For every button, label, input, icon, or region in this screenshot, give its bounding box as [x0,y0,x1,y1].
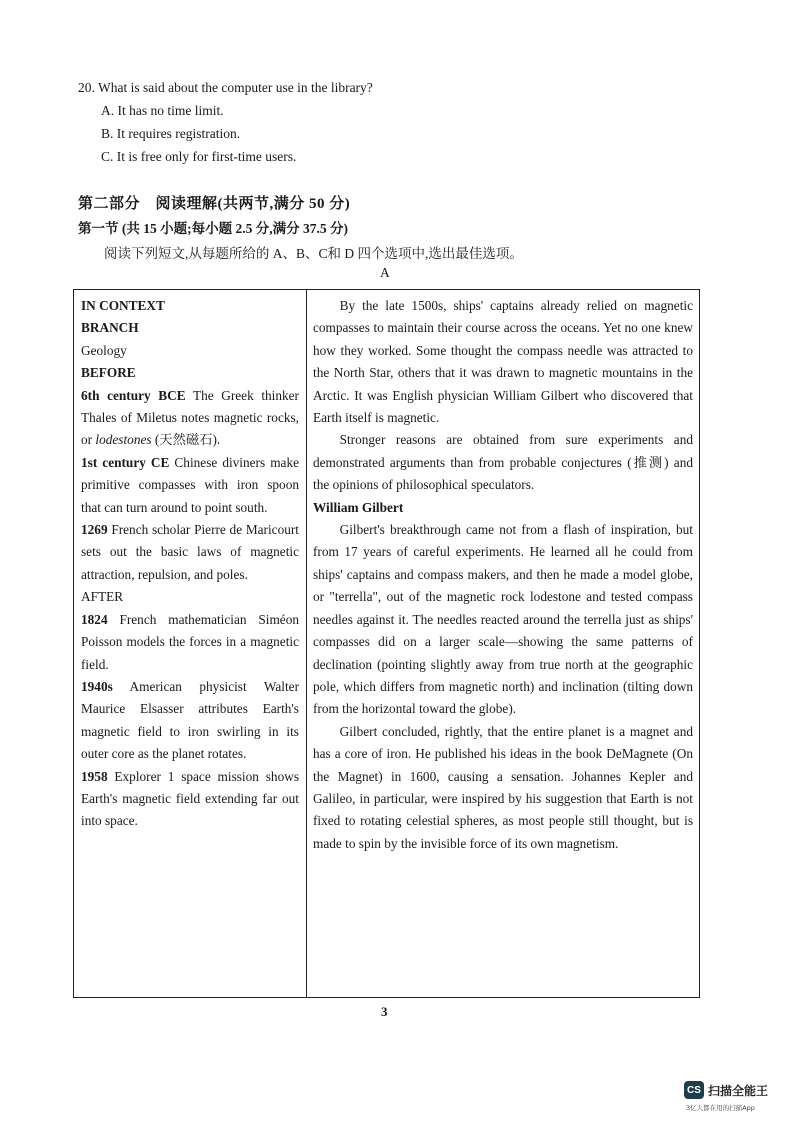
timeline-entry [81,609,299,676]
timeline-year: 6th century BCE [81,387,186,403]
timeline-entry [81,676,299,766]
after-heading: AFTER [81,589,124,605]
option-b: B. It requires registration. [101,126,241,141]
timeline-entry [81,519,299,586]
article-column [313,295,693,855]
timeline-text: Chinese diviners make primitive compasses with iron spoon that can turn around to point south. [81,454,299,515]
page-number: 3 [381,1004,388,1019]
paragraph: Gilbert's breakthrough came not from a flash of inspiration, but from 17 years of careful experiments. He learned all he could from ships' captains and compass makers, and then he made a model globe, or "terrella", out of the magnetic rock lodestone and tested compass needles against it. The needles reacted around the terrella just as ships' compasses did on a larger scale—showing the same patterns of declination (pointing slightly away from true north at the geographic pole, which differs from magnetic north) and inclination (tilting down from the horizontal toward the globe). [313,522,693,717]
in-context-heading: IN CONTEXT [81,298,165,313]
column-divider [306,290,307,997]
timeline-text: American physicist Walter Maurice Elsasser attributes Earth's magnetic field to iron swirling in its outer core as the planet rotates. [81,678,299,762]
timeline-text: The Greek thinker Thales of Miletus notes magnetic rocks, or [81,387,299,448]
section-subtitle: 第一节 (共 15 小题;每小题 2.5 分,满分 37.5 分) [78,221,348,236]
timeline-text: Explorer 1 space mission shows Earth's magnetic field extending far out into space. [81,768,299,829]
paragraph: By the late 1500s, ships' captains already relied on magnetic compasses to maintain their course across the oceans. Yet no one knew how they worked. Some thought the compass needle was attracted to the North Star, others that it was drawn to magnetic mountains in the Arctic. It was English physician William Gilbert who discovered that Earth itself is magnetic. [313,298,693,426]
scanner-app-name: 扫描全能王 [708,1083,769,1098]
timeline-entry [81,452,299,519]
section-instruction: 阅读下列短文,从每题所给的 A、B、C和 D 四个选项中,选出最佳选项。 [104,246,523,261]
timeline-entry [81,385,299,452]
section-title: 第二部分 阅读理解(共两节,满分 50 分) [78,196,351,212]
before-heading: BEFORE [81,365,136,381]
camscanner-logo-icon: CS [684,1081,704,1099]
timeline-year: 1269 [81,522,108,538]
in-context-column [81,295,299,833]
passage-label: A [380,265,390,280]
subheading: William Gilbert [313,499,404,515]
passage-box [73,289,700,998]
timeline-year: 1958 [81,768,108,784]
branch-value: Geology [81,342,127,358]
scanner-watermark [684,1081,768,1099]
timeline-text: French scholar Pierre de Maricourt sets out the basic laws of magnetic attraction, repulsion, and poles. [81,522,299,582]
scanner-tagline: 3亿人都在用的扫描App [686,1104,755,1112]
timeline-text: French mathematician Siméon Poisson models the forces in a magnetic field. [81,611,299,672]
timeline-italic: lodestones [95,432,152,448]
question-stem: 20. What is said about the computer use in the library? [78,80,373,95]
timeline-tail: (天然磁石). [151,432,221,448]
branch-heading: BRANCH [81,320,139,336]
question-20 [78,76,373,168]
timeline-year: 1st century CE [81,454,170,470]
paragraph: Gilbert concluded, rightly, that the entire planet is a magnet and has a core of iron. He published his ideas in the book DeMagnete (On the Magnet) in 1600, causing a sensation. Johannes Kepler and Galileo, in particular, were inspired by his suggestion that Earth is not fixed to rotating celestial spheres, as most people still thought, but is made to spin by the invisible force of its own magnetism. [313,723,693,851]
option-a: A. It has no time limit. [101,103,224,118]
timeline-year: 1824 [81,611,108,627]
timeline-year: 1940s [81,678,113,694]
option-c: C. It is free only for first-time users. [101,149,297,164]
timeline-entry [81,766,299,833]
paragraph: Stronger reasons are obtained from sure experiments and demonstrated arguments than from probable conjectures (推测) and the opinions of philosophical speculators. [313,432,693,493]
